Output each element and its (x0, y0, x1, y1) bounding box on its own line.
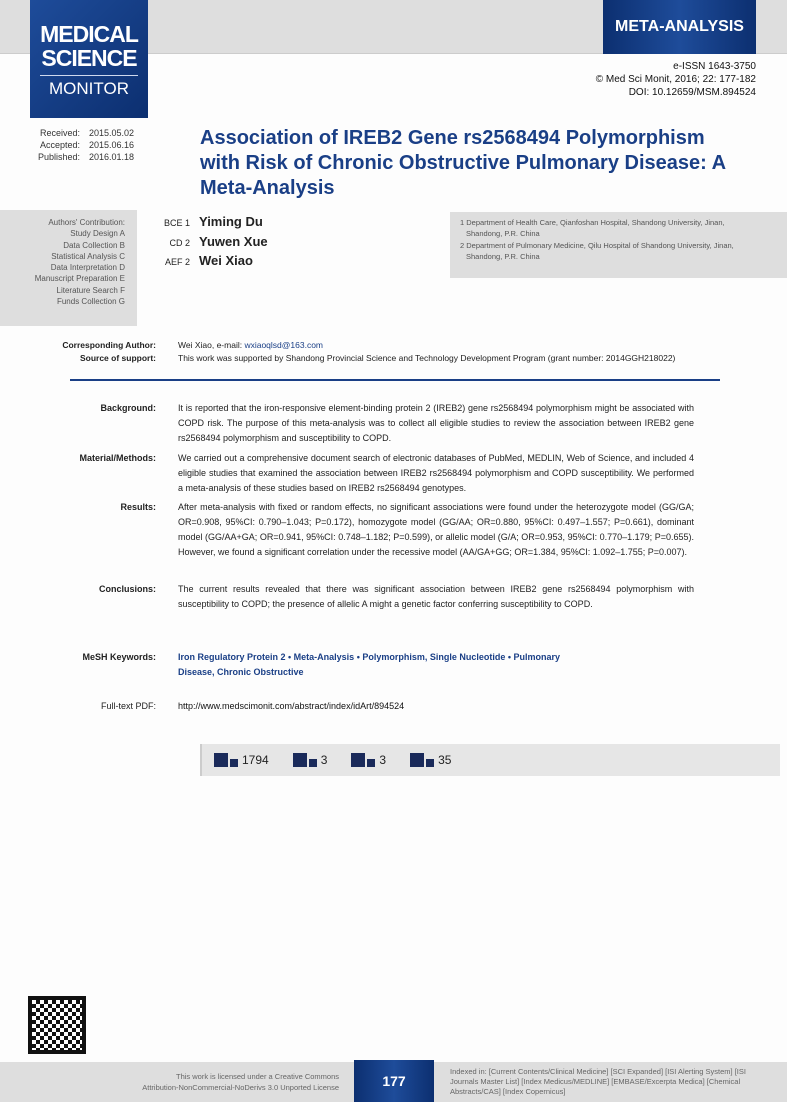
abstract-background (0, 401, 694, 446)
citation: © Med Sci Monit, 2016; 22: 177-182 (595, 74, 756, 85)
label: Conclusions: (98, 584, 156, 594)
abstract-text: It is reported that the iron-responsive element-binding protein 2 (IREB2) gene rs2568494 polymorphism might be associated with COPD risk. The purpose of this meta-analysis was to collect all eligible studies to review the association between IREB2 gene rs2568494 polymorphism and susceptibility to COPD. (178, 403, 694, 443)
mesh-keywords (0, 650, 598, 680)
keywords-text: Iron Regulatory Protein 2 • Meta-Analysis • Polymorphism, Single Nucleotide • Pulmonary Disease, Chronic Obstructive (178, 652, 561, 677)
author-name: Wei Xiao (199, 253, 253, 268)
citation-meta (596, 60, 756, 99)
date-value: 2015.06.16 (89, 140, 135, 150)
label: Source of support: (79, 353, 156, 363)
contrib-item: Authors' Contribution: (48, 218, 125, 227)
label: Corresponding Author: (62, 340, 156, 350)
pdf-link[interactable]: http://www.medscimonit.com/abstract/index/idArt/894524 (178, 701, 405, 711)
date-value: 2016.01.18 (89, 152, 135, 162)
stat-value: 1794 (242, 752, 269, 767)
author-name: Yiming Du (199, 214, 263, 229)
affiliation: Shandong, P.R. China (466, 229, 540, 239)
issn: e-ISSN 1643-3750 (673, 61, 756, 72)
stat-figures (351, 753, 386, 768)
affiliation: Shandong, P.R. China (466, 251, 540, 261)
article-type: META-ANALYSIS (603, 0, 756, 54)
journal-logo (30, 0, 148, 118)
footer (0, 1062, 787, 1102)
page-number: 177 (354, 1060, 434, 1102)
label: Background: (100, 403, 156, 413)
logo-line: MEDICAL (40, 21, 138, 47)
date-value: 2015.05.02 (89, 128, 135, 138)
words-icon (214, 753, 238, 767)
stat-value: 35 (438, 752, 452, 767)
abstract-results (0, 500, 694, 560)
logo-line: MONITOR (49, 79, 129, 98)
author-roles: CD 2 (169, 237, 190, 248)
affiliation: 1 Department of Health Care, Qianfoshan Hospital, Shandong University, Jinan, (460, 218, 725, 227)
contributions (0, 210, 137, 326)
contrib-item: Manuscript Preparation E (34, 274, 125, 284)
full-text-pdf (0, 699, 694, 714)
doi: DOI: 10.12659/MSM.894524 (628, 87, 756, 98)
author (150, 213, 268, 233)
contrib-item: Data Interpretation D (50, 263, 125, 273)
references-icon (410, 753, 434, 767)
abstract-text: The current results revealed that there was significant association between IREB2 gene rs2568494 polymorphism with susceptibility to COPD; the presence of allelic A might a genetic factor conferring susceptibility to COPD. (178, 584, 694, 609)
abstract-conclusions (0, 582, 694, 612)
contrib-item: Literature Search F (56, 285, 125, 295)
abstract-text: We carried out a comprehensive document search of electronic databases of PubMed, MEDLIN, Web of Science, and included 4 eligible studies that examined the association between IREB2 rs2568494 polymorphism and COPD susceptibility. We performed a meta-analysis of these studies based on IREB2 rs2568494 genotypes. (178, 453, 694, 493)
affiliations (450, 212, 787, 278)
author (150, 252, 268, 272)
stat-words (214, 753, 269, 768)
figures-icon (351, 753, 375, 767)
contrib-item: Statistical Analysis C (51, 251, 125, 261)
corr-text: Wei Xiao, e-mail: (178, 340, 245, 350)
stat-references (410, 753, 451, 768)
divider (70, 379, 720, 381)
label: Material/Methods: (79, 453, 156, 463)
stat-tables (293, 753, 328, 768)
article-stats (200, 744, 780, 776)
stat-value: 3 (320, 752, 328, 767)
stat-value: 3 (379, 752, 387, 767)
date-label: Received: (39, 128, 80, 138)
tables-icon (293, 753, 317, 767)
contrib-item: Study Design A (70, 229, 125, 239)
abstract-methods (0, 451, 694, 496)
contrib-item: Data Collection B (63, 240, 125, 250)
license (142, 1071, 339, 1093)
logo-line: SCIENCE (41, 45, 137, 71)
label: MeSH Keywords: (82, 652, 156, 662)
author (150, 233, 268, 253)
author-name: Yuwen Xue (199, 233, 268, 249)
article-title: Association of IREB2 Gene rs2568494 Polymorphism with Risk of Chronic Obstructive Pulmonary Disease: A Meta-Analysis (200, 127, 726, 199)
source-of-support (0, 351, 694, 366)
dates (30, 127, 134, 163)
license-line: This work is licensed under a Creative Commons (176, 1072, 339, 1081)
date-label: Published: (37, 152, 80, 162)
author-roles: AEF 2 (164, 257, 190, 267)
date-label: Accepted: (39, 140, 80, 150)
contrib-item: Funds Collection G (56, 297, 125, 307)
support-text: This work was supported by Shandong Provincial Science and Technology Development Program (grant number: 2014GGH218022) (178, 353, 676, 363)
label: Full-text PDF: (100, 701, 156, 711)
label: Results: (120, 502, 156, 512)
email-link[interactable]: wxiaoqlsd@163.com (244, 340, 324, 350)
qr-code (28, 996, 86, 1054)
indexed-in: Indexed in: [Current Contents/Clinical Medicine] [SCI Expanded] [ISI Alerting System] [ISI Journals Master List] [Index Medicus/MEDLINE] [EMBASE/Excerpta Medica] [Chemical Abstracts/CAS] [Index Copernicus] (450, 1067, 746, 1096)
author-roles: BCE 1 (163, 218, 190, 228)
authors (150, 213, 268, 272)
affiliation: 2 Department of Pulmonary Medicine, Qilu Hospital of Shandong University, Jinan, (460, 240, 734, 250)
abstract-text: After meta-analysis with fixed or random effects, no significant associations were found under the heterozygote model (GG/GA; OR=0.908, 95%CI: 0.790–1.043; P=0.172), homozygote model (GG/AA; OR=0.880, 95%CI: 0.497–1.557; P=0.661), dominant model (GG/AA+GA; OR=0.941, 95%CI: 0.748–1.182; P=0.599), or allelic model (G/A; OR=0.953, 95%CI: 0.770–1.179; P=0.655). However, we found a significant correlation under the recessive model (AA/GA+GG; OR=1.384, 95%CI: 1.092–1.755; P=0.007). (178, 502, 694, 557)
license-line: Attribution-NonCommercial-NoDerivs 3.0 Unported License (142, 1083, 339, 1092)
